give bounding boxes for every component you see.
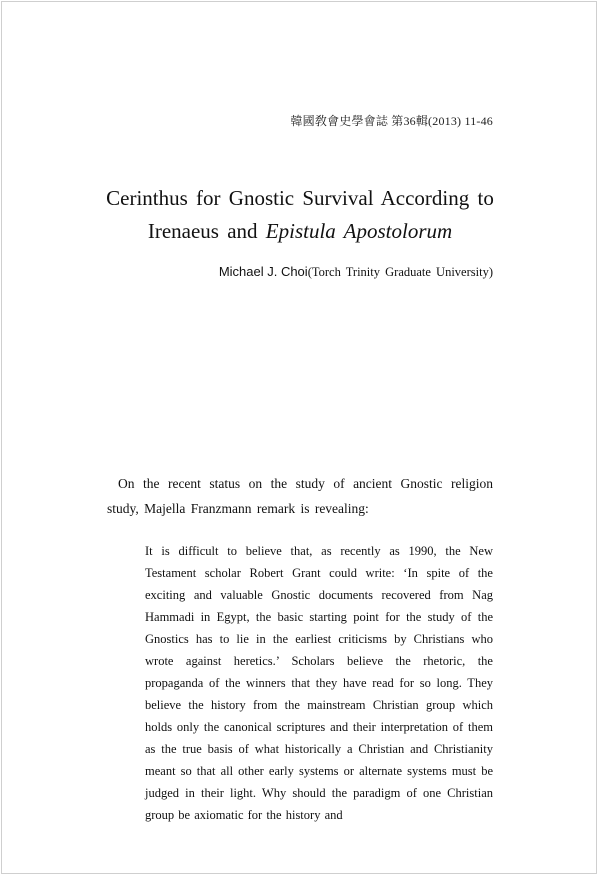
title-italic-work: Epistula Apostolorum [265,219,453,243]
author-name: Michael J. Choi [218,264,308,279]
intro-paragraph: On the recent status on the study of ancient Gnostic religion study, Majella Franzmann remark is revealing: [107,476,493,516]
running-header: 韓國敎會史學會誌 第36輯(2013) 11-46 [290,114,493,128]
article-title [0,182,600,248]
title-line-1: Cerinthus for Gnostic Survival According to [106,186,494,210]
block-quote: It is difficult to believe that, as recently as 1990, the New Testament scholar Robert Grant could write: ‘In spite of the exciting and valuable Gnostic documents recovered from Nag Hammadi in Egypt, the basic starting point for the study of the Gnostics has to lie in the earliest criticisms by Christians who wrote against heretics.’ Scholars believe the rhetoric, the propaganda of the winners that they have read for so long. They believe the history from the mainstream Christian group which holds only the canonical scriptures and their interpretation of them as the true basis of what historically a Christian and Christianity meant so that all other early systems or alternate systems must be judged in their light. Why should the paradigm of one Christian group be axiomatic for the history and [145,544,493,822]
author-affiliation: (Torch Trinity Graduate University) [307,265,493,279]
title-line-2-prefix: Irenaeus and [147,219,266,243]
author-line [219,264,493,280]
title-line-2 [0,215,600,248]
